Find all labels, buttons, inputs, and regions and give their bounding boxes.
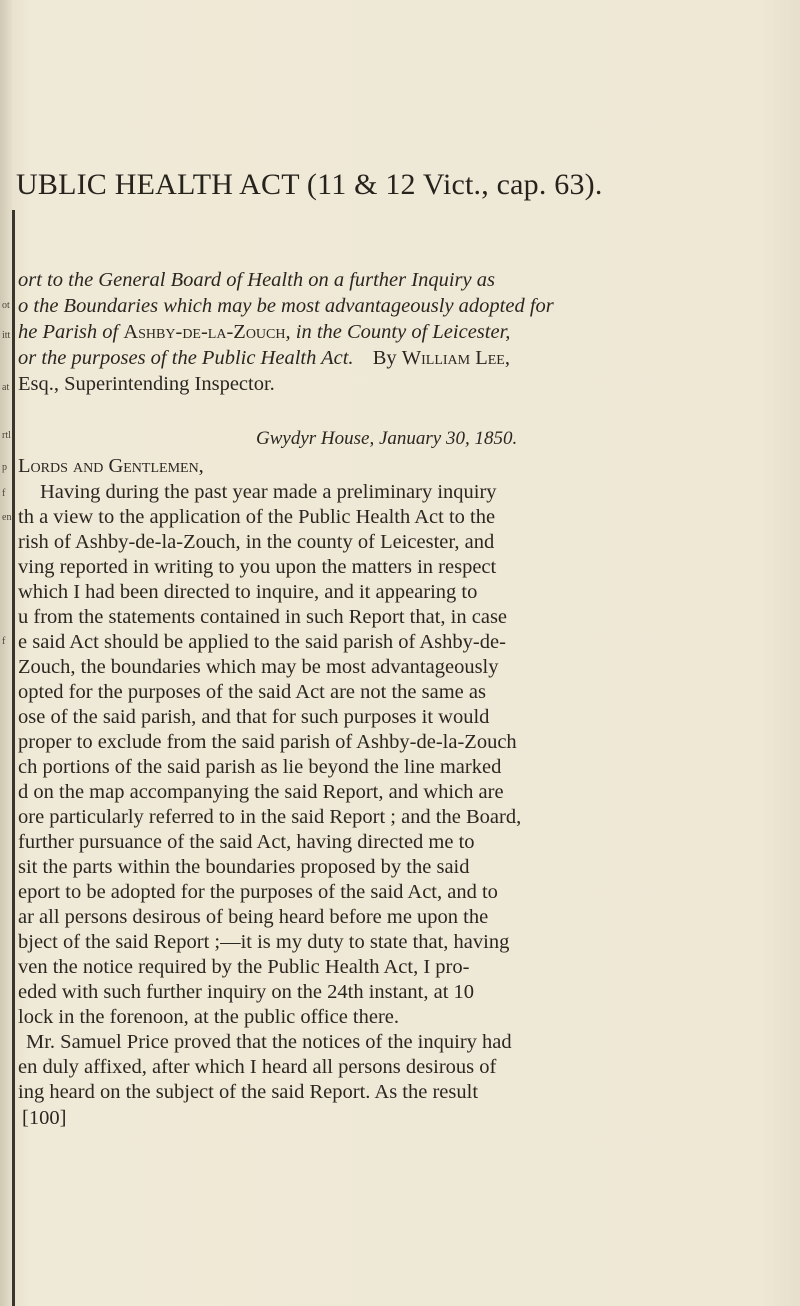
body-line-10: ose of the said parish, and that for such purposes it would <box>18 706 490 728</box>
salutation-text: Lords and Gentlemen, <box>18 455 204 477</box>
folio-number: [100] <box>22 1107 67 1129</box>
report-title-by: By <box>372 347 402 369</box>
report-title-parish-lead: he Parish of <box>18 321 124 343</box>
gutter-rule <box>12 210 15 1306</box>
body-line-22: lock in the forenoon, at the public office there. <box>18 1006 400 1028</box>
body-line-16: sit the parts within the boundaries proposed by the said <box>18 856 470 878</box>
report-title-place: Ashby-de-la-Zouch <box>123 321 286 343</box>
report-title-line-2: o the Boundaries which may be most advantageously adopted for <box>18 295 554 317</box>
body-line-4: ving reported in writing to you upon the matters in respect <box>18 556 497 578</box>
margin-bleed-3: at <box>2 382 10 393</box>
body-line-5: which I had been directed to inquire, and it appearing to <box>18 581 478 603</box>
body-line-25: ing heard on the subject of the said Report. As the result <box>18 1081 479 1103</box>
body-line-14: ore particularly referred to in the said Report ; and the Board, <box>18 806 522 828</box>
margin-bleed-6: f <box>2 488 6 499</box>
report-title-author: William Lee <box>401 347 505 369</box>
margin-bleed-8: f <box>2 636 6 647</box>
body-line-7: e said Act should be applied to the said parish of Ashby-de- <box>18 631 506 653</box>
salutation <box>18 454 204 478</box>
body-line-3: rish of Ashby-de-la-Zouch, in the county of Leicester, and <box>18 531 495 553</box>
body-line-20: ven the notice required by the Public Health Act, I pro- <box>18 956 470 978</box>
body-line-21: eded with such further inquiry on the 24th instant, at 10 <box>18 981 475 1003</box>
margin-bleed-1: ot <box>2 300 10 311</box>
body-line-13: d on the map accompanying the said Report, and which are <box>18 781 504 803</box>
body-line-15: further pursuance of the said Act, having directed me to <box>18 831 475 853</box>
body-line-18: ar all persons desirous of being heard before me upon the <box>18 906 489 928</box>
body-line-6: u from the statements contained in such Report that, in case <box>18 606 508 628</box>
margin-bleed-5: p <box>2 462 7 473</box>
body-line-12: ch portions of the said parish as lie beyond the line marked <box>18 756 502 778</box>
body-line-1-text: Having during the past year made a preliminary inquiry <box>40 481 497 503</box>
report-title-purposes: or the purposes of the Public Health Act. <box>18 347 354 369</box>
dateline: Gwydyr House, January 30, 1850. <box>256 428 518 449</box>
report-title-line-5: Esq., Superintending Inspector. <box>18 373 275 395</box>
report-title-county: , in the County of Leicester, <box>285 321 511 343</box>
margin-bleed-4: rtl <box>2 430 11 441</box>
margin-bleed-2: itt <box>2 330 11 341</box>
body-line-9: opted for the purposes of the said Act are not the same as <box>18 681 486 703</box>
report-title-comma: , <box>504 347 510 369</box>
report-title-line-3 <box>18 320 510 344</box>
body-line-19: bject of the said Report ;—it is my duty to state that, having <box>18 931 510 953</box>
body-line-1 <box>40 480 497 504</box>
report-title-line-1: ort to the General Board of Health on a further Inquiry as <box>18 269 495 291</box>
body-line-23: Mr. Samuel Price proved that the notices of the inquiry had <box>26 1031 512 1053</box>
report-title-line-4 <box>18 346 510 370</box>
margin-bleed-7: en <box>2 512 12 523</box>
body-line-8: Zouch, the boundaries which may be most advantageously <box>18 656 499 678</box>
body-line-11: proper to exclude from the said parish of Ashby-de-la-Zouch <box>18 731 517 753</box>
body-line-2: th a view to the application of the Public Health Act to the <box>18 506 496 528</box>
page-gutter <box>0 0 12 1306</box>
body-line-17: eport to be adopted for the purposes of the said Act, and to <box>18 881 498 903</box>
body-line-24: en duly affixed, after which I heard all persons desirous of <box>18 1056 497 1078</box>
running-header: UBLIC HEALTH ACT (11 & 12 Vict., cap. 63). <box>16 168 603 201</box>
